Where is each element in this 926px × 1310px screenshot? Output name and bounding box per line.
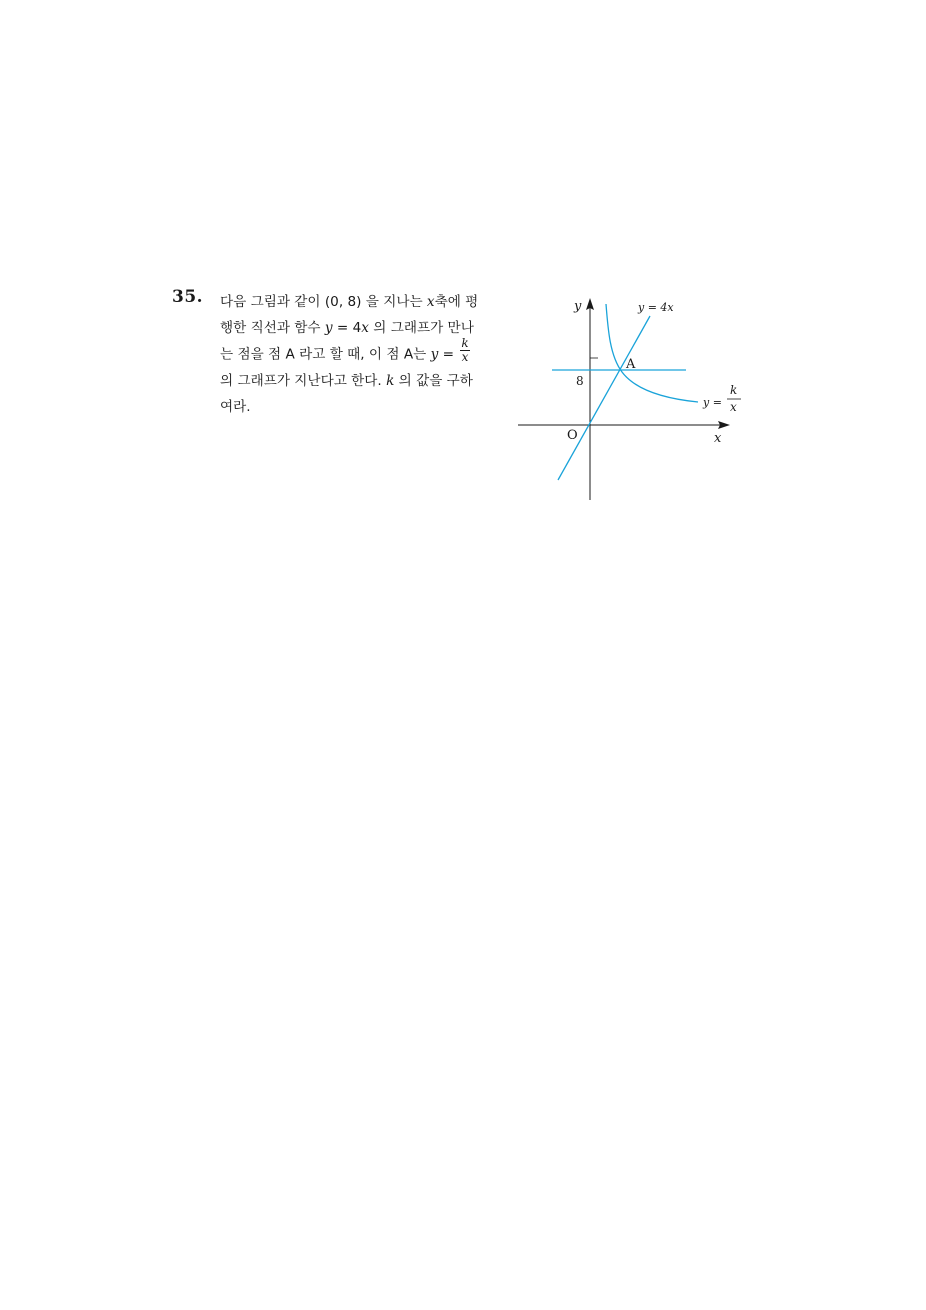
- fraction-numerator: k: [461, 336, 469, 350]
- point-a-label: A: [626, 357, 636, 372]
- problem-line-4: [220, 368, 502, 394]
- text-segment: 의 그래프가 지난다고 한다.: [220, 373, 387, 389]
- text-segment: 축에 평: [434, 294, 479, 310]
- fraction-k-over-x: [460, 337, 469, 364]
- text-segment: 행한 직선과 함수: [220, 320, 325, 336]
- problem-text: [220, 289, 502, 420]
- y-axis-label: y: [574, 299, 582, 314]
- problem-line-3: [220, 336, 502, 368]
- problem-line-1: [220, 289, 502, 315]
- curve-equation-label: y =: [703, 396, 722, 409]
- math-variable: x: [361, 320, 369, 336]
- text-segment: 는 점을 점 A 라고 할 때, 이 점 A는: [220, 346, 431, 363]
- math-variable: k: [386, 373, 395, 389]
- math-variable: x: [426, 294, 435, 310]
- text-segment: 다음 그림과 같이 (0, 8) 을 지나는: [220, 294, 427, 310]
- line-equation-label: y = 4x: [638, 301, 674, 314]
- curve-frac-denominator: x: [730, 400, 737, 414]
- text-segment: 의 값을 구하: [394, 373, 473, 389]
- y-value-label-8: 8: [576, 374, 584, 388]
- problem-number: 35.: [172, 287, 204, 307]
- line-y-4x: [558, 316, 650, 480]
- math-variable: y: [324, 320, 333, 336]
- problem-line-5: [220, 394, 502, 420]
- text-segment: = 4: [332, 320, 362, 336]
- fraction-denominator: x: [461, 350, 469, 364]
- text-segment: 여라.: [220, 399, 251, 415]
- graph-svg: [510, 290, 750, 505]
- graph-figure: [510, 290, 750, 505]
- math-variable: y: [430, 346, 439, 363]
- text-segment: 의 그래프가 만나: [368, 320, 474, 336]
- curve-frac-numerator: k: [730, 383, 738, 397]
- x-axis-label: x: [714, 431, 722, 446]
- curve-k-over-x: [606, 304, 698, 402]
- text-segment: =: [438, 346, 459, 363]
- origin-label: O: [567, 428, 578, 443]
